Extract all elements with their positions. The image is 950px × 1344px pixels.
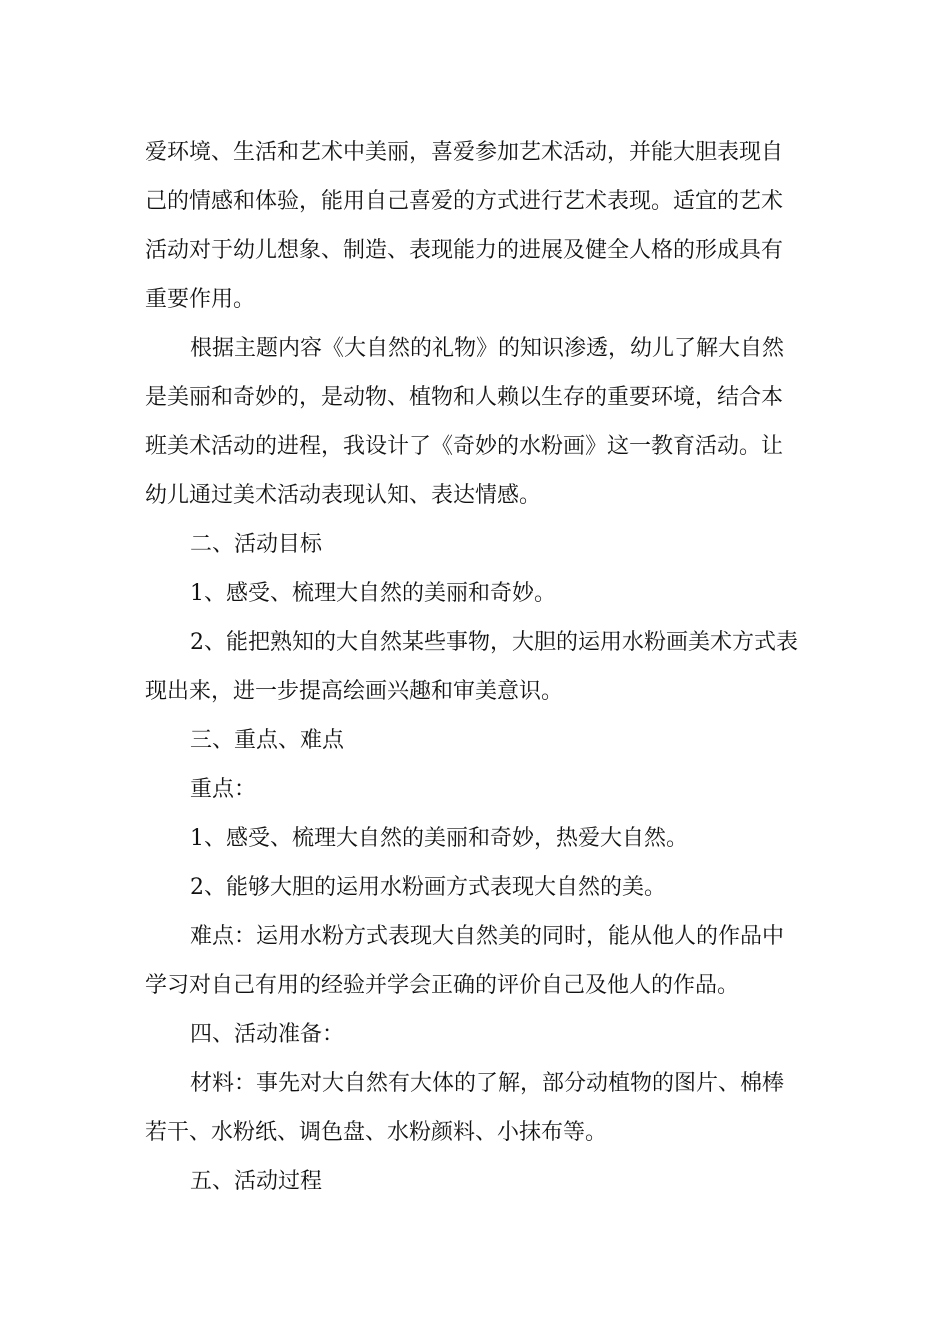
- text-line: 学习对自己有用的经验并学会正确的评价自己及他人的作品。: [145, 973, 740, 998]
- text-line: 根据主题内容《大自然的礼物》的知识渗透，幼儿了解大自然: [190, 336, 785, 361]
- paragraph-theme: [145, 324, 810, 520]
- text-line: 难点：运用水粉方式表现大自然美的同时，能从他人的作品中: [190, 924, 785, 949]
- text-line: 是美丽和奇妙的，是动物、植物和人赖以生存的重要环境，结合本: [145, 385, 784, 410]
- paragraph-art-intro: [145, 128, 810, 324]
- section-heading-goals: 二、活动目标: [190, 532, 323, 557]
- key-point-1: 1、感受、梳理大自然的美丽和奇妙，热爱大自然。: [190, 826, 688, 851]
- materials-paragraph: [145, 1059, 810, 1157]
- key-points-label: 重点：: [190, 777, 257, 802]
- text-line: 活动对于幼儿想象、制造、表现能力的进展及健全人格的形成具有: [145, 238, 784, 263]
- goal-item-1: 1、感受、梳理大自然的美丽和奇妙。: [190, 581, 556, 606]
- text-line: 爱环境、生活和艺术中美丽，喜爱参加艺术活动，并能大胆表现自: [145, 140, 784, 165]
- text-line: 班美术活动的进程，我设计了《奇妙的水粉画》这一教育活动。让: [145, 434, 784, 459]
- document-page: [145, 128, 810, 1206]
- text-line: 幼儿通过美术活动表现认知、表达情感。: [145, 483, 542, 508]
- goal-item-2: [145, 618, 810, 716]
- section-heading-key-points: 三、重点、难点: [190, 728, 345, 753]
- text-line: 重要作用。: [145, 287, 256, 312]
- text-line: 材料：事先对大自然有大体的了解，部分动植物的图片、棉棒: [190, 1071, 785, 1096]
- difficulty-paragraph: [145, 912, 810, 1010]
- text-line: 2、能把熟知的大自然某些事物，大胆的运用水粉画美术方式表: [190, 630, 798, 655]
- section-heading-process: 五、活动过程: [190, 1169, 323, 1194]
- key-point-2: 2、能够大胆的运用水粉画方式表现大自然的美。: [190, 875, 666, 900]
- text-line: 己的情感和体验，能用自己喜爱的方式进行艺术表现。适宜的艺术: [145, 189, 784, 214]
- text-line: 若干、水粉纸、调色盘、水粉颜料、小抹布等。: [145, 1120, 608, 1145]
- text-line: 现出来，进一步提高绘画兴趣和审美意识。: [145, 679, 564, 704]
- section-heading-preparation: 四、活动准备：: [190, 1022, 345, 1047]
